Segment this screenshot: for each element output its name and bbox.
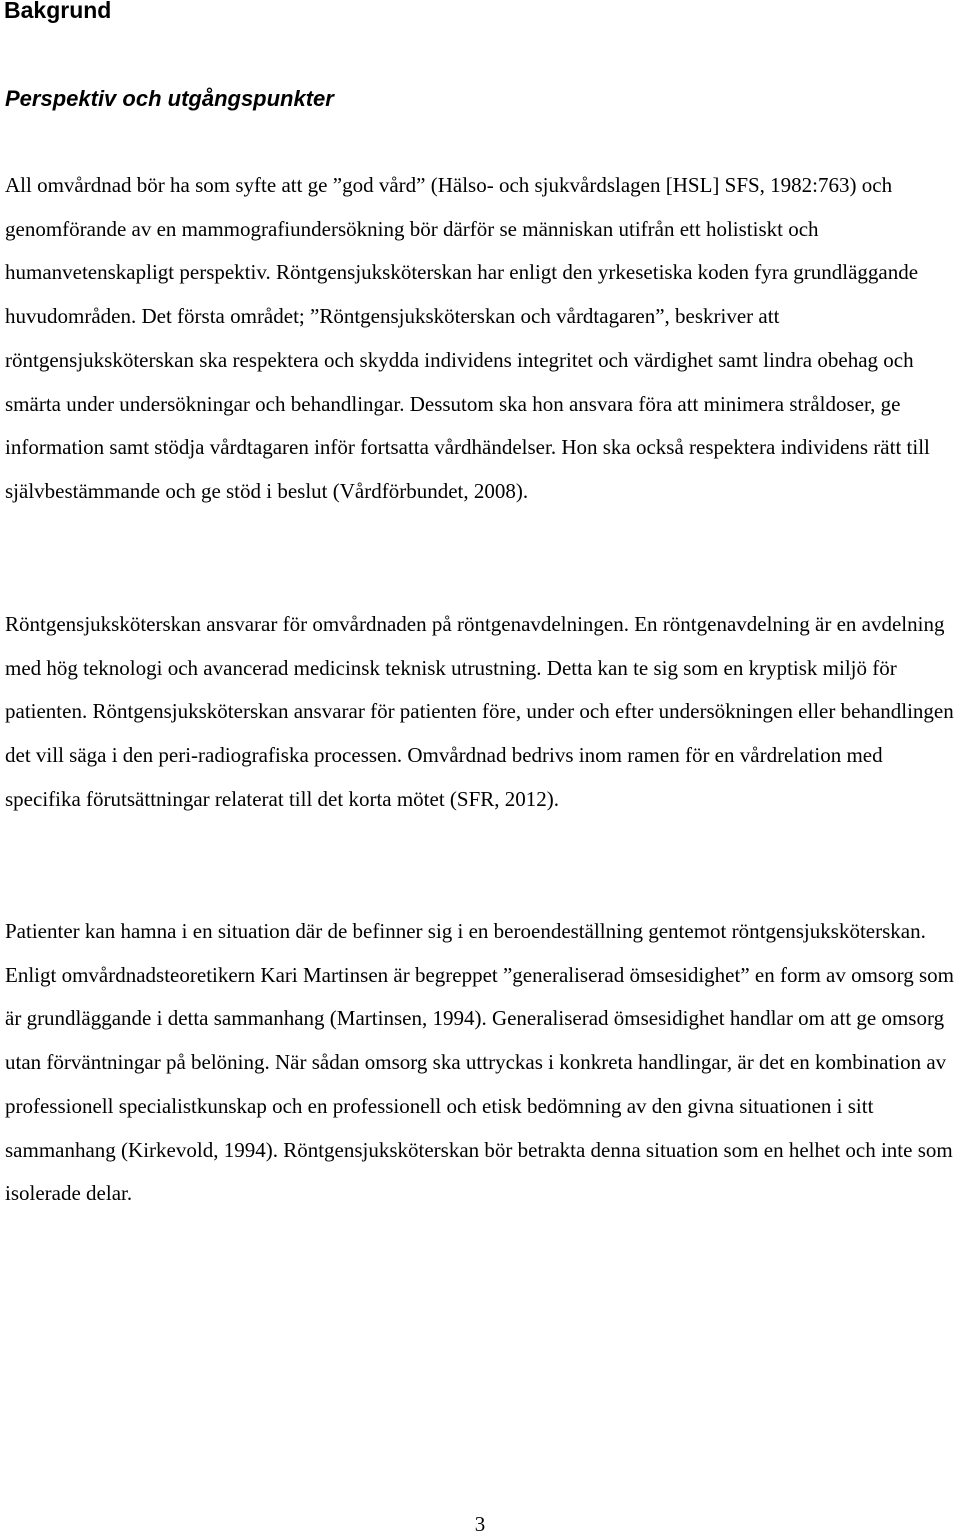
paragraph-3: Patienter kan hamna i en situation där de befinner sig i en beroendeställning gentemot röntgensjuksköterskan. Enligt omvårdnadsteoretikern Kari Martinsen är begreppet ”generaliserad ömsesidighet” en form av omsorg som är grundläggande i detta sammanhang (Martinsen, 1994). Generaliserad ömsesidighet handlar om att ge omsorg utan förväntningar på belöning. När sådan omsorg ska uttryckas i konkreta handlingar, är det en kombination av professionell specialistkunskap och en professionell och etisk bedömning av den givna situationen i sitt sammanhang (Kirkevold, 1994). Röntgensjuksköterskan bör betrakta denna situation som en helhet och inte som isolerade delar. xyxy=(5,919,954,1206)
subsection-heading: Perspektiv och utgångspunkter xyxy=(5,86,334,111)
paragraph-1: All omvårdnad bör ha som syfte att ge ”god vård” (Hälso- och sjukvårdslagen [HSL] SFS, 1982:763) och genomförande av en mammografiundersökning bör därför se människan utifrån ett holistiskt och humanvetenskapligt perspektiv. Röntgensjuksköterskan har enligt den yrkesetiska koden fyra grundläggande huvudområden. Det första området; ”Röntgensjuksköterskan och vårdtagaren”, beskriver att röntgensjuksköterskan ska respektera och skydda individens integritet och värdighet samt lindra obehag och smärta under undersökningar och behandlingar. Dessutom ska hon ansvara föra att minimera stråldoser, ge information samt stödja vårdtagaren inför fortsatta vårdhändelser. Hon ska också respektera individens rätt till självbestämmande och ge stöd i beslut (Vårdförbundet, 2008). xyxy=(5,173,930,503)
section-heading: Bakgrund xyxy=(4,0,112,23)
paragraph-2: Röntgensjuksköterskan ansvarar för omvårdnaden på röntgenavdelningen. En röntgenavdelning är en avdelning med hög teknologi och avancerad medicinsk teknisk utrustning. Detta kan te sig som en kryptisk miljö för patienten. Röntgensjuksköterskan ansvarar för patienten före, under och efter undersökningen eller behandlingen det vill säga i den peri-radiografiska processen. Omvårdnad bedrivs inom ramen för en vårdrelation med specifika förutsättningar relaterat till det korta mötet (SFR, 2012). xyxy=(5,612,954,811)
page-number: 3 xyxy=(474,1512,486,1536)
